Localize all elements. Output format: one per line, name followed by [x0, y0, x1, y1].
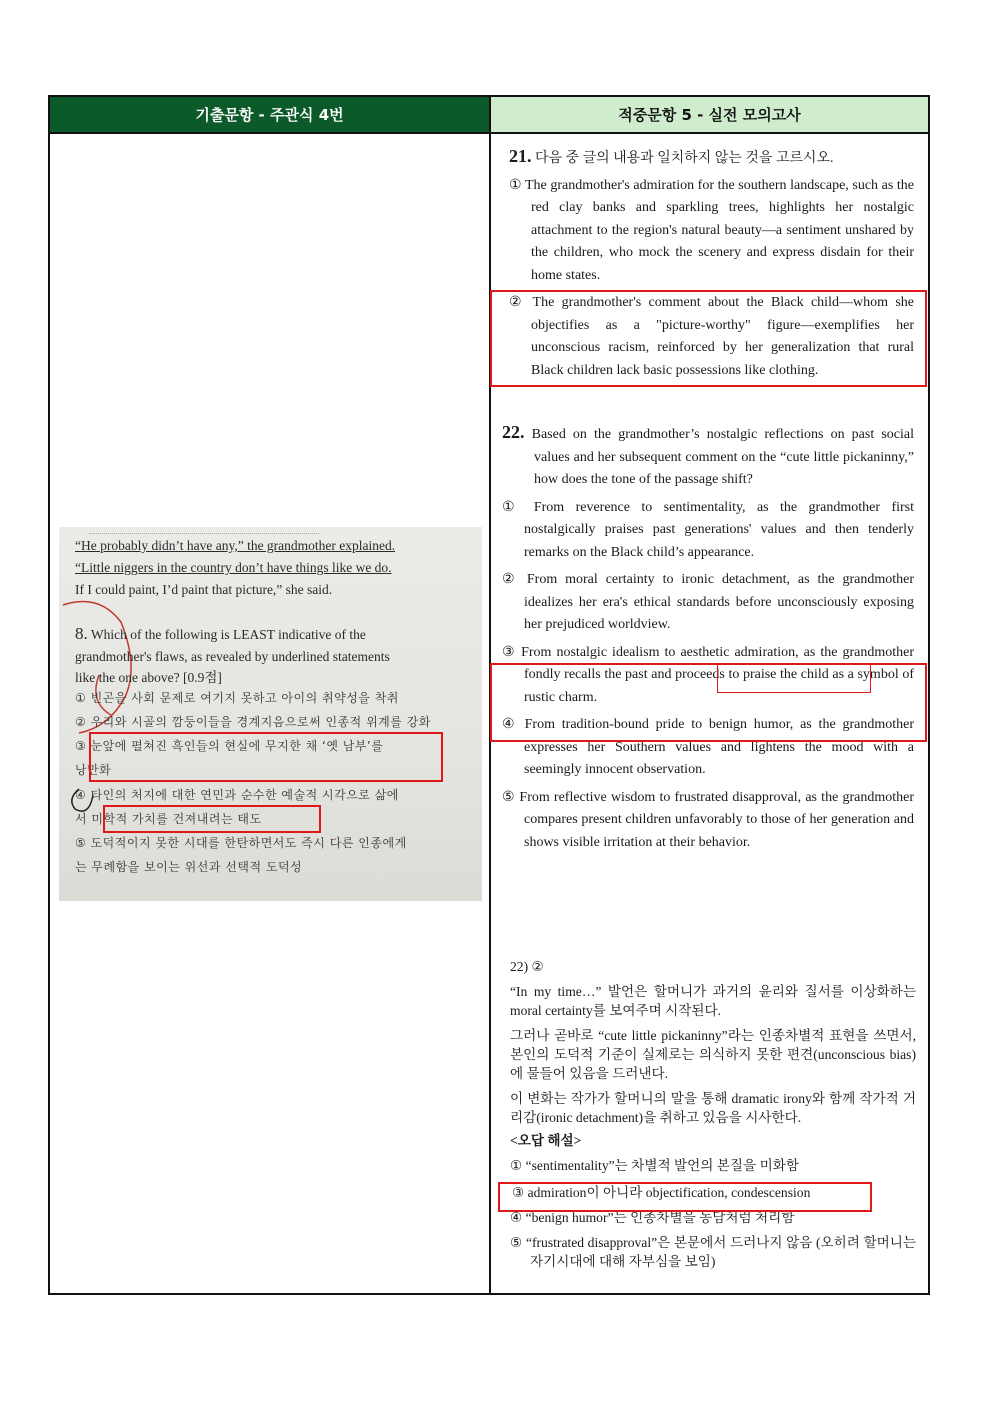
answer-explanation — [510, 957, 916, 1271]
quote-line-2: “Little niggers in the country don’t have things like we do. — [75, 560, 392, 575]
scan-option-5b: 는 무례함을 보이는 위선과 선택적 도덕성 — [75, 860, 303, 874]
header-left: 기출문항 - 주관식 4번 — [50, 97, 489, 134]
scan-option-4a: ④ 타인의 처지에 대한 연민과 순수한 예술적 시각으로 삶에 — [75, 788, 399, 802]
question-22 — [502, 421, 914, 854]
highlight-aesthetic-admiration — [717, 663, 871, 693]
answer-label: 22) ② — [510, 959, 544, 974]
answer-paragraph-1: “In my time…” 발언은 할머니가 과거의 윤리와 질서를 이상화하는 moral certainty를 보여주며 시작된다. — [510, 984, 916, 1018]
highlight-option-4 — [103, 805, 321, 833]
q21-option-2: ② The grandmother's comment about the Black child—whom she objectifies as a "picture-worthy" figure—exemplifies her unconscious racism, reinforced by her generalization that rural Black children lack basic possessions like clothing. — [509, 295, 914, 378]
scan-option-4b: 서 미학적 가치를 건져내려는 태도 — [75, 812, 262, 826]
scanned-exam-image — [59, 527, 482, 901]
question-number: 8. — [75, 624, 88, 643]
q22-option-4: ④ From tradition-bound pride to benign humor, as the grandmother expresses her Southern values and lightens the mood with a seemingly innocent observation. — [502, 717, 914, 777]
q22-option-5: ⑤ From reflective wisdom to frustrated disapproval, as the grandmother compares present children unfavorably to those of her generation and shows visible irritation at their behavior. — [502, 789, 914, 850]
question-8-line-3: like the one above? [0.9점] — [75, 670, 222, 685]
wrong-answer-1: ① “sentimentality”는 차별적 발언의 본질을 미화함 — [510, 1158, 799, 1173]
header-right: 적중문항 5 - 실전 모의고사 — [491, 97, 928, 134]
quote-line-3: If I could paint, I’d paint that picture,” she said. — [75, 582, 333, 597]
q21-option-1: ① The grandmother's admiration for the southern landscape, such as the red clay banks and sparkling trees, highlights her nostalgic attachment to the region's natural beauty—a sentiment unshared by the children, who mock the scenery and express disdain for their home states. — [509, 177, 914, 283]
wrong-answer-3: ③ admiration이 아니라 objectification, condescension — [512, 1185, 811, 1200]
question-8-line-2: grandmother's flaws, as revealed by underlined statements — [75, 649, 390, 664]
q22-option-1: ① From reverence to sentimentality, as the grandmother first nostalgically praises past generations' values and then tenderly remarks on the Black child’s appearance. — [502, 499, 914, 560]
question-8-line-1: 8. Which of the following is LEAST indicative of the — [75, 624, 366, 643]
wrong-answer-4: ④ “benign humor”는 인종차별을 농담처럼 처리함 — [510, 1210, 795, 1225]
scan-option-5a: ⑤ 도덕적이지 못한 시대를 한탄하면서도 즉시 다른 인종에게 — [75, 836, 407, 850]
highlight-wrong-answer-3 — [498, 1182, 872, 1212]
wrong-answer-5: ⑤ “frustrated disapproval”은 본문에서 드러나지 않음 (오히려 할머니는 자기시대에 대해 자부심을 보임) — [510, 1235, 916, 1269]
answer-paragraph-2: 그러나 곧바로 “cute little pickaninny”라는 인종차별적 표현을 쓰면서, 본인의 도덕적 기준이 실제로는 의식하지 못한 편견(unconscious bias)에 물들어 있음을 드러낸다. — [510, 1028, 916, 1081]
highlight-q21-option-2 — [490, 290, 927, 387]
q22-option-2: ② From moral certainty to ironic detachment, as the grandmother idealizes her era's ethical standards before unconsciously exposing her prejudiced worldview. — [502, 572, 914, 632]
scan-option-3b: 낭만화 — [75, 763, 112, 777]
scan-option-3a: ③ 눈앞에 펼쳐진 흑인들의 현실에 무지한 채 ‘옛 남부’를 — [75, 739, 384, 753]
highlight-option-3 — [89, 732, 443, 782]
wrong-answers-title: <오답 해설> — [510, 1133, 582, 1148]
q21-stem: 21. 다음 중 글의 내용과 일치하지 않는 것을 고르시오. — [509, 146, 834, 166]
q22-stem: 22. Based on the grandmother’s nostalgic reflections on past social values and her subsequent comment on the “cute little pickaninny,” how does the tone of the passage shift? — [502, 422, 914, 487]
comparison-table — [48, 95, 930, 1295]
scan-option-1: ① 빈곤을 사회 문제로 여기지 못하고 아이의 취약성을 착취 — [75, 691, 399, 705]
scan-option-2: ② 우리와 시골의 깜둥이들을 경계지음으로써 인종적 위계를 강화 — [75, 715, 431, 729]
answer-paragraph-3: 이 변화는 작가가 할머니의 말을 통해 dramatic irony와 함께 작가적 거리감(ironic detachment)을 취하고 있음을 시사한다. — [510, 1091, 916, 1125]
quote-line-1: “He probably didn’t have any,” the grandmother explained. — [75, 538, 396, 553]
q22-option-3: ③ From nostalgic idealism to aesthetic admiration, as the grandmother fondly recalls the past and proceeds to praise the child as a symbol of rustic charm. — [502, 644, 914, 705]
